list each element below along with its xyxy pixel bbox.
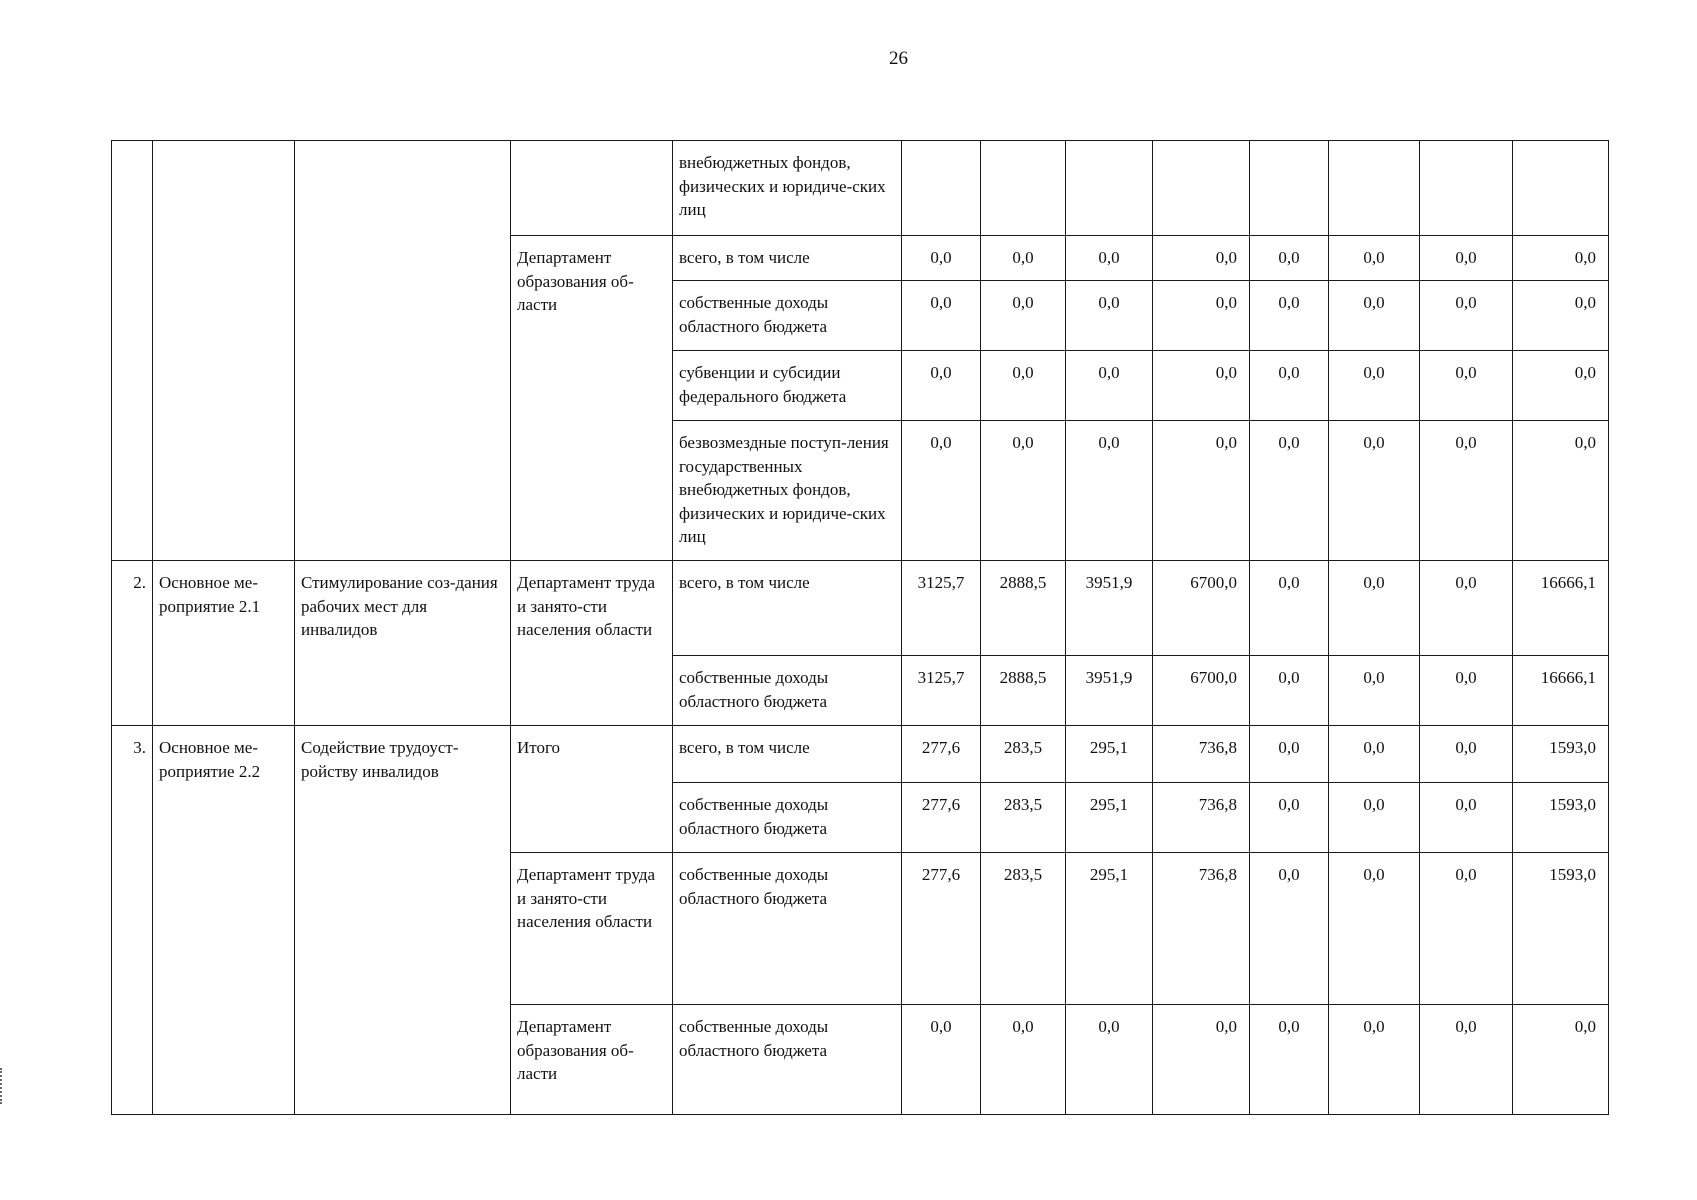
amount-cell [902,141,981,236]
amount-cell: 16666,1 [1513,561,1609,656]
amount-cell: 0,0 [981,351,1066,421]
amount-cell: 0,0 [1329,783,1420,853]
amount-cell: 0,0 [902,281,981,351]
amount-cell: 0,0 [1153,1005,1250,1115]
amount-cell: 736,8 [1153,853,1250,1005]
amount-cell: 295,1 [1066,853,1153,1005]
amount-cell: 0,0 [981,1005,1066,1115]
amount-cell: 0,0 [1066,236,1153,281]
amount-cell: 0,0 [1329,236,1420,281]
amount-cell [981,141,1066,236]
amount-cell: 736,8 [1153,783,1250,853]
amount-cell: 0,0 [1250,421,1329,561]
department-cell: Итого [511,726,673,853]
amount-cell: 0,0 [1153,281,1250,351]
amount-cell: 6700,0 [1153,561,1250,656]
amount-cell: 0,0 [902,236,981,281]
amount-cell: 0,0 [1329,656,1420,726]
table-row [112,561,1609,656]
department-cell [511,141,673,236]
scan-margin-marks [0,1068,6,1104]
amount-cell: 736,8 [1153,726,1250,783]
amount-cell: 0,0 [1420,726,1513,783]
funding-source-cell: внебюджетных фондов, физических и юридиче-ских лиц [673,141,902,236]
amount-cell: 0,0 [902,421,981,561]
funding-source-cell: всего, в том числе [673,726,902,783]
amount-cell: 0,0 [1329,1005,1420,1115]
amount-cell [1066,141,1153,236]
amount-cell: 283,5 [981,726,1066,783]
amount-cell [1250,141,1329,236]
amount-cell: 0,0 [1329,421,1420,561]
amount-cell: 283,5 [981,853,1066,1005]
amount-cell: 0,0 [1420,421,1513,561]
amount-cell: 0,0 [1250,351,1329,421]
amount-cell: 0,0 [1420,281,1513,351]
amount-cell: 0,0 [1250,236,1329,281]
amount-cell: 2888,5 [981,656,1066,726]
measure-cell: Основное ме-роприятие 2.1 [153,561,295,726]
amount-cell: 0,0 [1420,236,1513,281]
funding-source-cell: безвозмездные поступ-ления государственных внебюджетных фондов, физических и юридиче-ских лиц [673,421,902,561]
amount-cell: 0,0 [1066,281,1153,351]
amount-cell: 6700,0 [1153,656,1250,726]
amount-cell: 0,0 [1329,281,1420,351]
table-row [112,141,1609,236]
funding-source-cell: собственные доходы областного бюджета [673,783,902,853]
title-cell: Стимулирование соз-дания рабочих мест для инвалидов [295,561,511,726]
amount-cell: 0,0 [1420,853,1513,1005]
amount-cell: 0,0 [1250,853,1329,1005]
amount-cell: 1593,0 [1513,853,1609,1005]
page-number: 26 [889,48,908,69]
amount-cell: 0,0 [1250,281,1329,351]
amount-cell: 0,0 [1250,561,1329,656]
amount-cell: 0,0 [902,1005,981,1115]
amount-cell [1329,141,1420,236]
amount-cell: 3951,9 [1066,656,1153,726]
title-cell: Содействие трудоуст-ройству инвалидов [295,726,511,1115]
funding-source-cell: собственные доходы областного бюджета [673,853,902,1005]
amount-cell: 283,5 [981,783,1066,853]
title-cell [295,141,511,561]
amount-cell: 0,0 [1250,656,1329,726]
amount-cell: 0,0 [1250,1005,1329,1115]
funding-source-cell: субвенции и субсидии федерального бюджета [673,351,902,421]
amount-cell: 277,6 [902,726,981,783]
funding-source-cell: собственные доходы областного бюджета [673,656,902,726]
funding-source-cell: собственные доходы областного бюджета [673,1005,902,1115]
amount-cell: 0,0 [1153,421,1250,561]
amount-cell [1513,141,1609,236]
department-cell: Департамент труда и занято-сти населения области [511,853,673,1005]
amount-cell: 0,0 [1153,351,1250,421]
amount-cell: 0,0 [1066,351,1153,421]
table-row [112,726,1609,783]
amount-cell: 0,0 [1329,726,1420,783]
amount-cell: 0,0 [1420,1005,1513,1115]
amount-cell: 0,0 [1250,783,1329,853]
amount-cell: 3125,7 [902,656,981,726]
department-cell: Департамент образования об-ласти [511,236,673,561]
funding-source-cell: всего, в том числе [673,561,902,656]
amount-cell: 0,0 [1420,656,1513,726]
amount-cell: 0,0 [1420,783,1513,853]
amount-cell: 2888,5 [981,561,1066,656]
amount-cell: 0,0 [1153,236,1250,281]
amount-cell: 277,6 [902,853,981,1005]
amount-cell: 277,6 [902,783,981,853]
department-cell: Департамент образования об-ласти [511,1005,673,1115]
amount-cell: 0,0 [1513,421,1609,561]
amount-cell: 0,0 [1420,351,1513,421]
index-cell [112,141,153,561]
budget-table [111,140,1609,1115]
department-cell: Департамент труда и занято-сти населения области [511,561,673,726]
amount-cell: 0,0 [1513,281,1609,351]
amount-cell: 1593,0 [1513,783,1609,853]
amount-cell: 0,0 [902,351,981,421]
amount-cell: 0,0 [1329,853,1420,1005]
amount-cell: 0,0 [1329,561,1420,656]
amount-cell: 295,1 [1066,726,1153,783]
amount-cell: 0,0 [1329,351,1420,421]
measure-cell [153,141,295,561]
amount-cell: 0,0 [1066,1005,1153,1115]
amount-cell: 3951,9 [1066,561,1153,656]
amount-cell: 295,1 [1066,783,1153,853]
funding-source-cell: собственные доходы областного бюджета [673,281,902,351]
amount-cell [1153,141,1250,236]
measure-cell: Основное ме-роприятие 2.2 [153,726,295,1115]
amount-cell: 0,0 [981,236,1066,281]
amount-cell: 0,0 [981,421,1066,561]
amount-cell: 16666,1 [1513,656,1609,726]
amount-cell: 0,0 [1513,1005,1609,1115]
index-cell: 3. [112,726,153,1115]
funding-source-cell: всего, в том числе [673,236,902,281]
amount-cell: 3125,7 [902,561,981,656]
amount-cell: 0,0 [1513,351,1609,421]
amount-cell: 0,0 [1513,236,1609,281]
amount-cell: 0,0 [981,281,1066,351]
amount-cell: 0,0 [1250,726,1329,783]
amount-cell [1420,141,1513,236]
amount-cell: 1593,0 [1513,726,1609,783]
amount-cell: 0,0 [1066,421,1153,561]
amount-cell: 0,0 [1420,561,1513,656]
index-cell: 2. [112,561,153,726]
